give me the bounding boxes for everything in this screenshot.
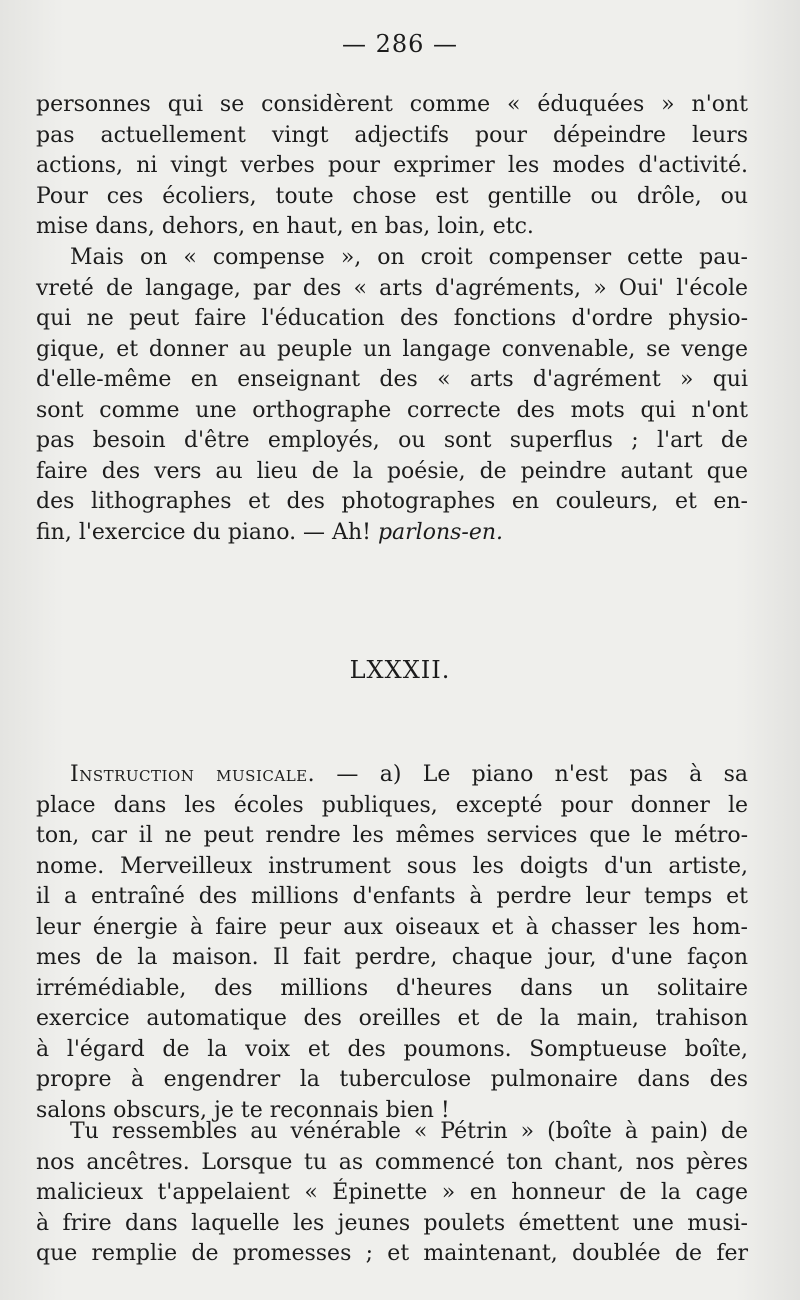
text-line: exercice automatique des oreilles et de la main, trahison [36,1006,748,1031]
text-line: qui ne peut faire l'éducation des fonctions d'ordre physio- [36,306,748,331]
section-heading: LXXXII. [349,656,451,684]
text-line: propre à engendrer la tuberculose pulmonaire dans des [36,1067,748,1092]
text-line: Tu ressembles au vénérable « Pétrin » (boîte à pain) de [70,1119,748,1144]
text-line: mes de la maison. Il fait perdre, chaque jour, d'une façon [36,945,748,970]
text-fragment: — a) Le piano n'est pas à sa [315,762,748,787]
text-line: que remplie de promesses ; et maintenant, doublée de fer [36,1241,748,1266]
text-line: il a entraîné des millions d'enfants à perdre leur temps et [36,884,748,909]
text-line: à frire dans laquelle les jeunes poulets émettent une musi- [36,1210,748,1236]
paragraph-petrin [36,1117,748,1270]
text-line: faire des vers au lieu de la poésie, de peindre autant que [36,458,748,484]
text-line: à l'égard de la voix et des poumons. Somptueuse boîte, [36,1036,748,1062]
text-line: d'elle-même en enseignant des « arts d'agrément » qui [36,367,748,392]
text-line: pas actuellement vingt adjectifs pour dépeindre leurs [36,122,748,148]
text-line: pas besoin d'être employés, ou sont superflus ; l'art de [36,428,748,453]
text-line: nos ancêtres. Lorsque tu as commencé ton chant, nos pères [36,1149,748,1175]
text-line: actions, ni vingt verbes pour exprimer les modes d'activité. [36,153,748,178]
text-line: salons obscurs, je te reconnais bien ! [36,1097,450,1123]
text-line: vreté de langage, par des « arts d'agréments, » Oui' l'école [36,275,748,301]
text-line: personnes qui se considèrent comme « éduquées » n'ont [36,92,748,117]
italic-phrase: parlons-en. [377,519,504,545]
text-line: irrémédiable, des millions d'heures dans un solitaire [36,975,748,1001]
text-line: sont comme une orthographe correcte des mots qui n'ont [36,397,748,423]
text-line: place dans les écoles publiques, excepté pour donner le [36,792,748,818]
text-line: Mais on « compense », on croit compenser cette pau- [70,245,748,270]
page-number: — 286 — [341,30,459,58]
text-line: mise dans, dehors, en haut, en bas, loin, etc. [36,214,534,239]
text-line: ton, car il ne peut rendre les mêmes services que le métro- [36,823,748,848]
text-line: Pour ces écoliers, toute chose est gentille ou drôle, ou [36,183,748,209]
paragraph-arts-agrement [36,243,748,548]
text-line: malicieux t'appelaient « Épinette » en honneur de la cage [36,1180,748,1205]
paragraph-instruction-musicale [36,760,748,1126]
text-line: gique, et donner au peuple un langage convenable, se venge [36,336,748,362]
section-title-smallcaps: Instruction musicale. [70,762,316,787]
text-line: leur énergie à faire peur aux oiseaux et à chasser les hom- [36,914,748,940]
text-fragment: fin, l'exercice du piano. — Ah! [36,519,378,545]
text-line: nome. Merveilleux instrument sous les doigts d'un artiste, [36,853,748,879]
paragraph-continuation [36,90,748,243]
text-line [36,518,748,549]
text-line [36,760,748,791]
text-line: des lithographes et des photographes en couleurs, et en- [36,489,748,514]
